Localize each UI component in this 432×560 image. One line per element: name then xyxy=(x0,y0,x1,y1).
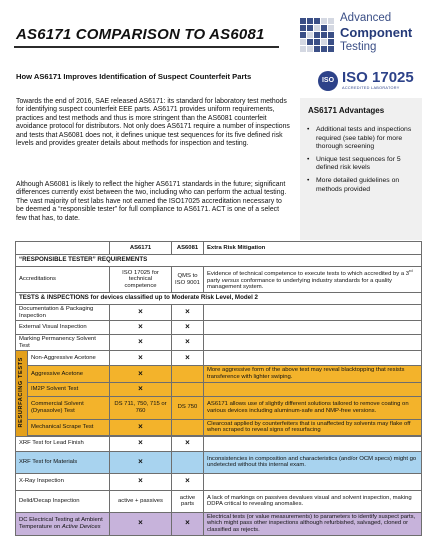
cell-as6081: DS 750 xyxy=(172,396,204,419)
cell-note: Evidence of technical competence to execute tests to which accredited by a 3rd party versus conformance to underlying industry standards for a quality management system. xyxy=(204,267,422,293)
cell-as6171: × xyxy=(110,382,172,396)
logo-text-component: Component xyxy=(340,25,413,40)
advantages-sidebar xyxy=(300,98,422,240)
cell-as6081: × xyxy=(172,321,204,335)
cell-as6171: × xyxy=(110,512,172,535)
table-row xyxy=(16,436,422,451)
cell-as6081 xyxy=(172,366,204,382)
intro-paragraph: Towards the end of 2016, SAE released AS6171: its standard for laboratory test methods for identifying suspect counterfeit EEE parts. AS6171 provides uniform requirements, practices and test methods and thus is more stringent than the AS6081 counterfeit avoidance protocol for distributors. Not only does AS6171 require a number of inspections and tests that AS6081 does not, it defines unique test sequences for its five defined risk levels and provides greater details about methods for inspection and testing. xyxy=(16,98,290,148)
row-label: DC Electrical Testing at Ambient Temperature on Active Devices xyxy=(16,512,110,535)
header-cell-as6171: AS6171 xyxy=(110,242,172,255)
advantages-heading: AS6171 Advantages xyxy=(308,106,385,115)
row-label: IM2P Solvent Test xyxy=(28,382,110,396)
cell-as6081 xyxy=(172,419,204,435)
row-label: Marking Permanency Solvent Test xyxy=(16,335,110,351)
row-label: XRF Test for Lead Finish xyxy=(16,436,110,451)
section-label: TESTS & INSPECTIONS for devices classified up to Moderate Risk Level, Model 2 xyxy=(16,293,422,305)
header-cell-empty xyxy=(16,242,110,255)
table-row xyxy=(16,321,422,335)
iso-accredited-label: ACCREDITED LABORATORY xyxy=(342,86,400,90)
table-row xyxy=(16,305,422,321)
page-subtitle: How AS6171 Improves Identification of Suspect Counterfeit Parts xyxy=(16,72,252,81)
logo-text-testing: Testing xyxy=(340,41,377,53)
cell-as6171: × xyxy=(110,335,172,351)
table-row-resurfacing xyxy=(16,366,422,382)
section-row-tests xyxy=(16,293,422,305)
cell-as6171: × xyxy=(110,366,172,382)
cell-as6081 xyxy=(172,382,204,396)
table-row xyxy=(16,512,422,535)
row-label: XRF Test for Materials xyxy=(16,451,110,473)
company-logo xyxy=(300,8,426,70)
table-header-row xyxy=(16,242,422,255)
table-row-resurfacing xyxy=(16,351,422,366)
cell-note xyxy=(204,382,422,396)
cell-as6171: × xyxy=(110,473,172,490)
cell-note xyxy=(204,436,422,451)
cell-as6081: × xyxy=(172,335,204,351)
row-label: External Visual Inspection xyxy=(16,321,110,335)
cell-as6081: active parts xyxy=(172,490,204,512)
comparison-table xyxy=(15,241,422,536)
logo-text-advanced: Advanced xyxy=(340,12,392,24)
row-label: Aggressive Acetone xyxy=(28,366,110,382)
cell-note: AS6171 allows use of slightly different solutions tailored to remove coating on various devices including aluminum-safe and NMP-free versions. xyxy=(204,396,422,419)
row-label: Accreditations xyxy=(16,267,110,293)
comparison-paragraph: Although AS6081 is likely to reflect the higher AS6171 standards in the future; significant differences currently exist between the two, including who can perform the actual testing. The vast majority of test labs have not earned the ISO17025 accreditation necessary to be deemed a “responsible tester” for full compliance to AS6171. ACT is one of a select few that has, to date. xyxy=(16,181,287,222)
cell-as6081: × xyxy=(172,305,204,321)
advantage-item: • More detailed guidelines on methods provided xyxy=(307,177,419,194)
cell-note: More aggressive form of the above test may reveal blacktopping that resists transference with lighter swiping. xyxy=(204,366,422,382)
cell-note: A lack of markings on passives devalues visual and solvent inspection, making DDPA critical to revealing anomalies. xyxy=(204,490,422,512)
cell-note: Inconsistencies in composition and characteristics (and/or OCM specs) might go undetected without this internal exam. xyxy=(204,451,422,473)
advantage-item: • Unique test sequences for 5 defined risk levels xyxy=(307,156,419,173)
resurfacing-group-label: RESURFACING TESTS xyxy=(16,351,28,436)
table-row xyxy=(16,490,422,512)
cell-as6171: ISO 17025 for technical competence xyxy=(110,267,172,293)
cell-note xyxy=(204,351,422,366)
row-label: Commercial Solvent (Dynasolve) Test xyxy=(28,396,110,419)
cell-note xyxy=(204,321,422,335)
row-label: Mechanical Scrape Test xyxy=(28,419,110,435)
cell-as6081 xyxy=(172,451,204,473)
cell-as6171: active + passives xyxy=(110,490,172,512)
table-row xyxy=(16,473,422,490)
cell-as6171: × xyxy=(110,305,172,321)
table-row-resurfacing xyxy=(16,396,422,419)
cell-as6171: × xyxy=(110,351,172,366)
table-row xyxy=(16,335,422,351)
page-title: AS6171 COMPARISON TO AS6081 xyxy=(16,26,265,43)
cell-note xyxy=(204,473,422,490)
row-label: Non-Aggressive Acetone xyxy=(28,351,110,366)
cell-as6171: DS 711, 750, 715 or 760 xyxy=(110,396,172,419)
cell-as6171: × xyxy=(110,436,172,451)
row-label: X-Ray Inspection xyxy=(16,473,110,490)
section-label: “RESPONSIBLE TESTER” REQUIREMENTS xyxy=(16,255,422,267)
advantages-list xyxy=(307,126,419,198)
cell-as6081: × xyxy=(172,436,204,451)
iso-globe-icon: ISO xyxy=(318,71,338,91)
cell-as6171: × xyxy=(110,419,172,435)
title-divider xyxy=(14,46,279,48)
cell-as6081: × xyxy=(172,351,204,366)
table-row-resurfacing xyxy=(16,419,422,435)
cell-note: Electrical tests (or value measurements) to parameters to identify suspect parts, which might pass other inspections although refurbished, salvaged, cloned or classified as rejects. xyxy=(204,512,422,535)
advantage-item: • Additional tests and inspections required (see table) for more thorough screening xyxy=(307,126,419,152)
table-row xyxy=(16,451,422,473)
section-row-responsible-tester xyxy=(16,255,422,267)
cell-note xyxy=(204,335,422,351)
table-row-resurfacing xyxy=(16,382,422,396)
table-row-accreditations xyxy=(16,267,422,293)
cell-as6081: × xyxy=(172,512,204,535)
cell-as6081: QMS to ISO 9001 xyxy=(172,267,204,293)
cell-as6171: × xyxy=(110,451,172,473)
iso-badge xyxy=(318,70,418,92)
iso-code: ISO 17025 xyxy=(342,69,414,86)
cell-note xyxy=(204,305,422,321)
cell-note: Clearcoat applied by counterfeiters that is unaffected by solvents may flake off when scraped to reveal signs of resurfacing xyxy=(204,419,422,435)
row-label: Documentation & Packaging Inspection xyxy=(16,305,110,321)
cell-as6081: × xyxy=(172,473,204,490)
row-label: Delid/Decap Inspection xyxy=(16,490,110,512)
header-cell-extra-risk: Extra Risk Mitigation xyxy=(204,242,422,255)
cell-as6171: × xyxy=(110,321,172,335)
logo-mark-icon xyxy=(300,18,334,52)
header-cell-as6081: AS6081 xyxy=(172,242,204,255)
